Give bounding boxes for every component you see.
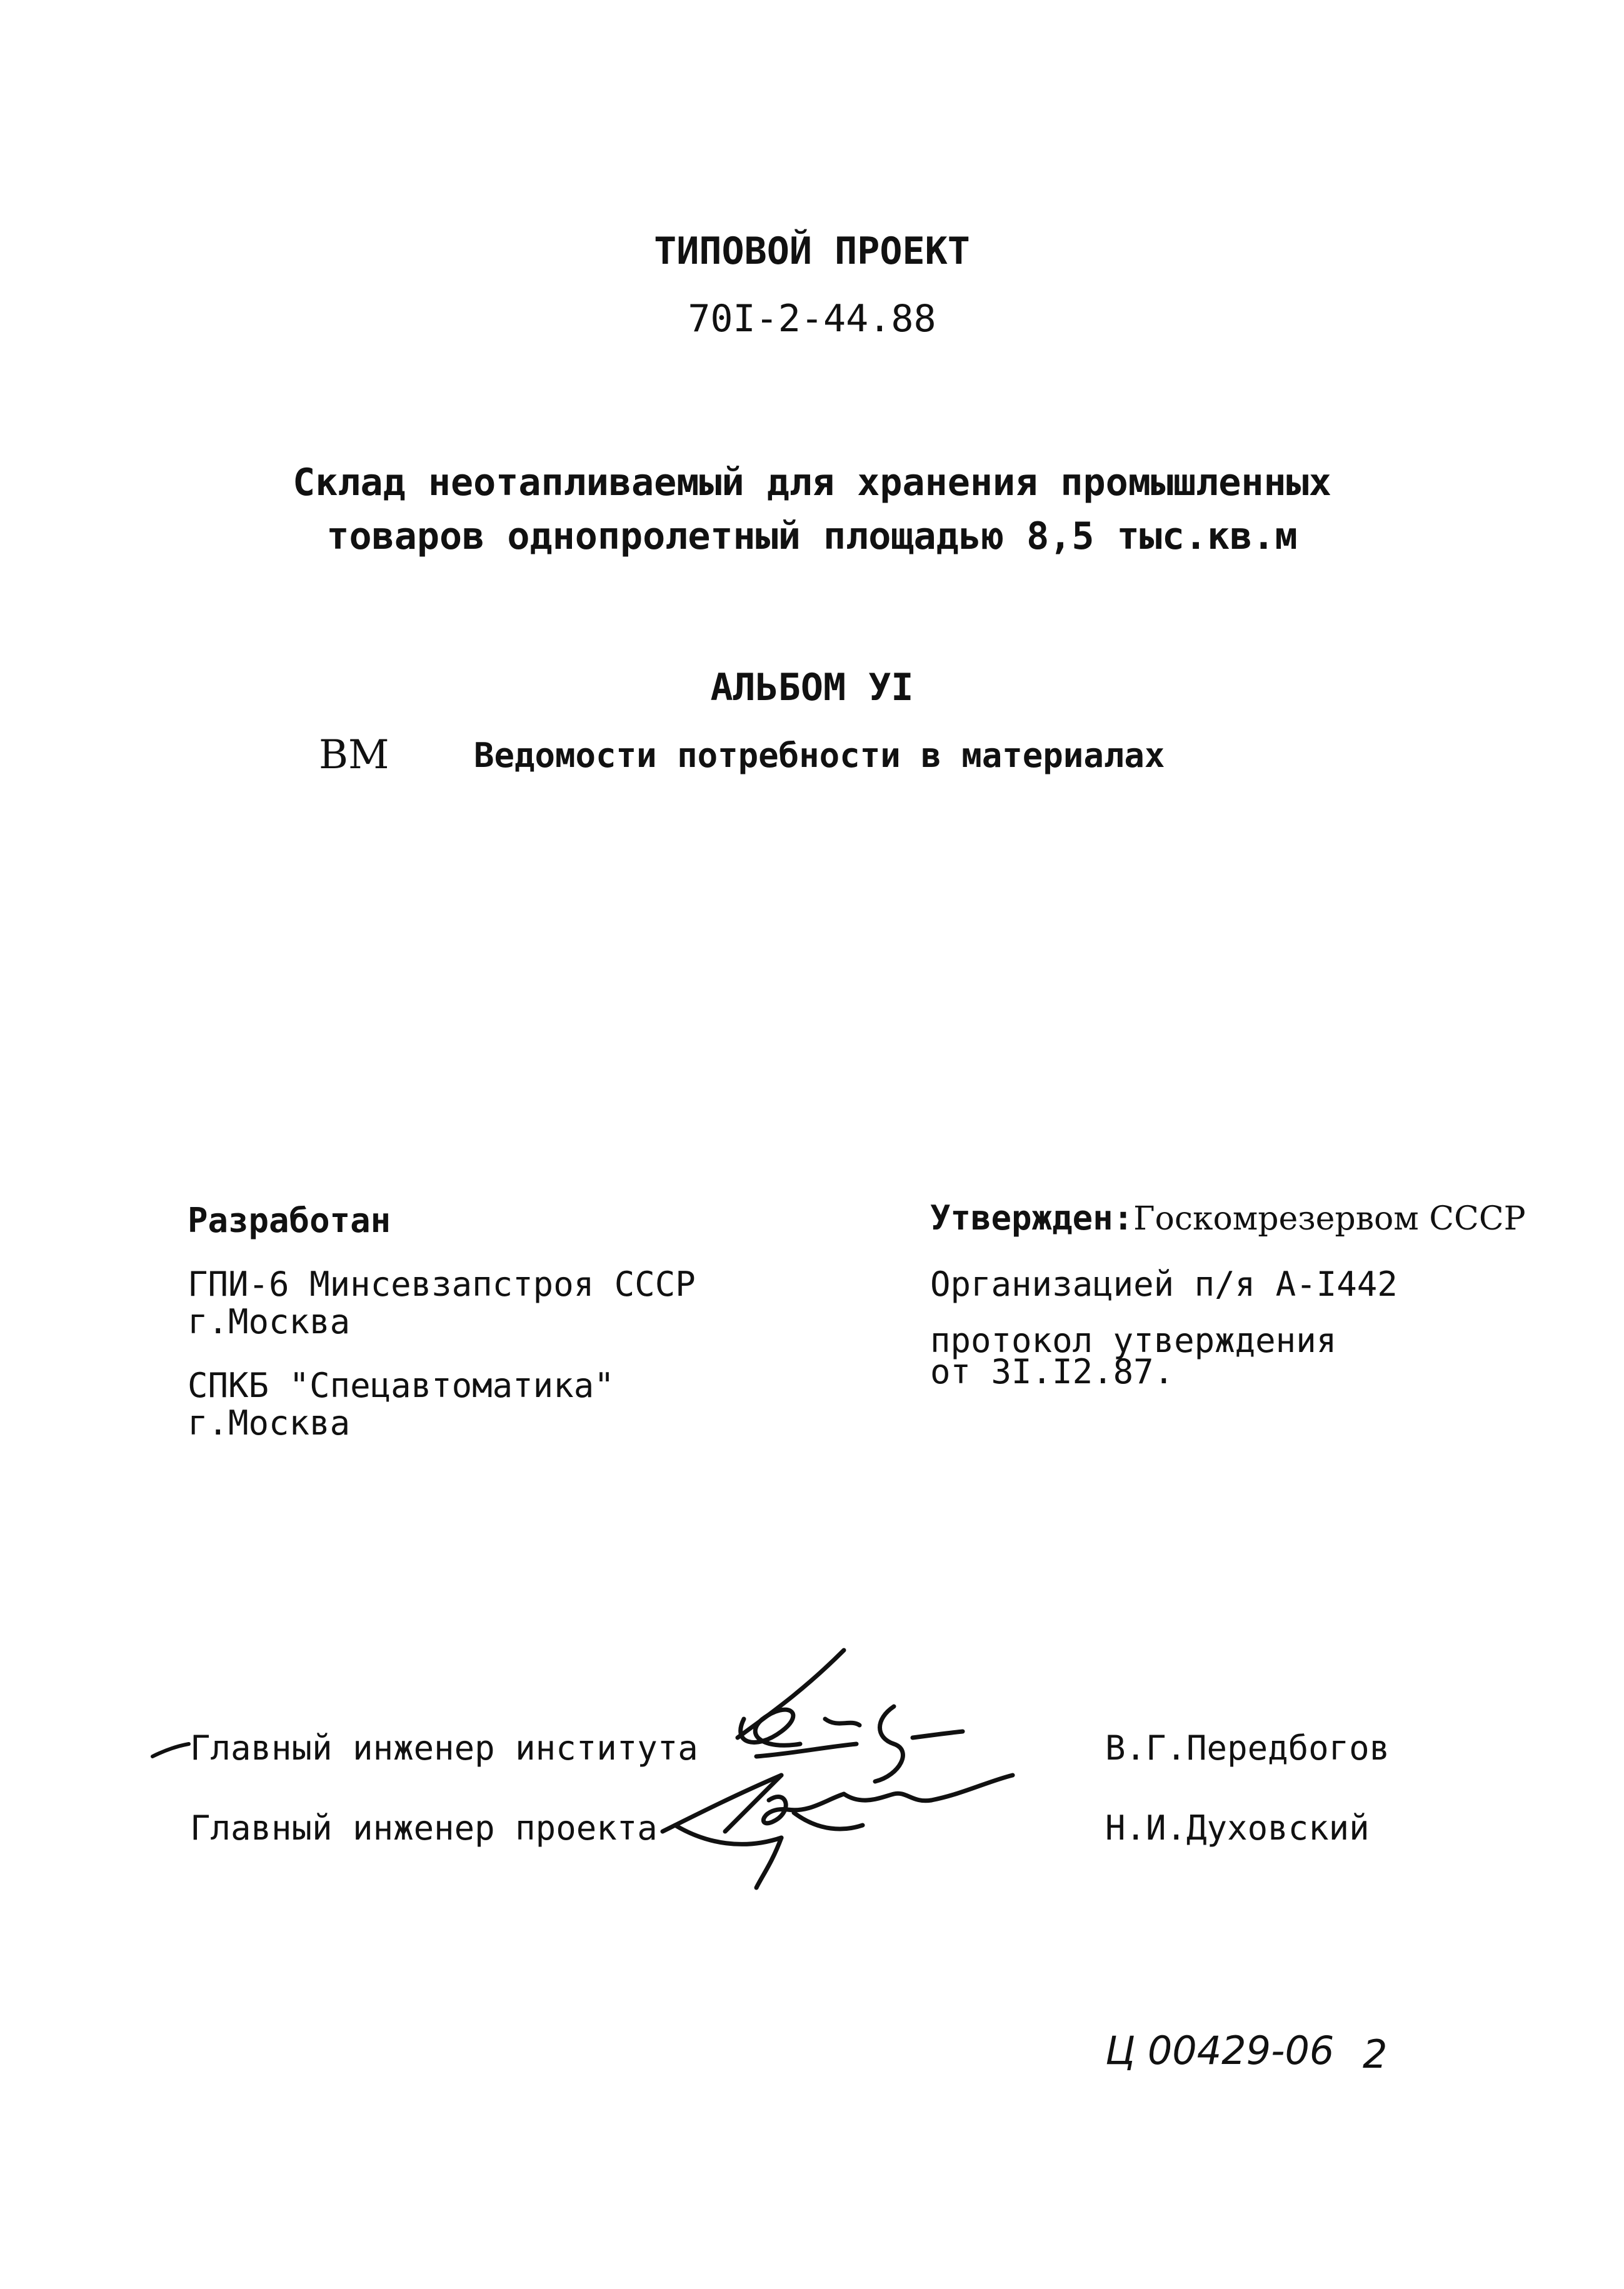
protocol-date: от 3I.I2.87. xyxy=(930,1352,1175,1391)
handwritten-signatures xyxy=(638,1625,1088,1925)
signatory-role-2-text: Главный инженер проекта xyxy=(190,1808,658,1848)
subject-line-2: товаров однопролетный площадью 8,5 тыс.кв.м xyxy=(326,514,1298,558)
project-number: 70I-2-44.88 xyxy=(688,297,936,341)
album-title: АЛЬБОМ УI xyxy=(710,666,914,709)
approved-label: Утвержден: xyxy=(930,1198,1134,1238)
developer-org-2-city: г.Москва xyxy=(188,1403,351,1443)
protocol-label: протокол утверждения xyxy=(930,1321,1337,1360)
subject-line-1: Склад неотапливаемый для хранения промышленных xyxy=(293,461,1331,504)
signatory-role-1: Главный инженер института xyxy=(190,1728,698,1768)
signatory-name-2: Н.И.Духовский xyxy=(1105,1808,1370,1848)
approving-organization: Организацией п/я А-I442 xyxy=(930,1265,1398,1304)
signatory-name-1: В.Г.Передбогов xyxy=(1105,1728,1390,1768)
page-number: 2 xyxy=(1363,2031,1388,2077)
album-description: Ведомости потребности в материалах xyxy=(474,736,1165,775)
album-code: ВМ xyxy=(319,732,389,778)
document-type-title: ТИПОВОЙ ПРОЕКТ xyxy=(654,229,970,273)
approval-line xyxy=(930,1198,1526,1238)
approved-by: Госкомрезервом СССР xyxy=(1133,1200,1526,1238)
inventory-number: Ц 00429-06 xyxy=(1105,2028,1335,2073)
developer-org-1-city: г.Москва xyxy=(188,1302,351,1341)
developed-label: Разработан xyxy=(188,1201,391,1240)
developer-org-1: ГПИ-6 Минсевзапстроя СССР xyxy=(188,1265,696,1304)
developer-org-2: СПКБ "Спецавтоматика" xyxy=(188,1366,614,1405)
